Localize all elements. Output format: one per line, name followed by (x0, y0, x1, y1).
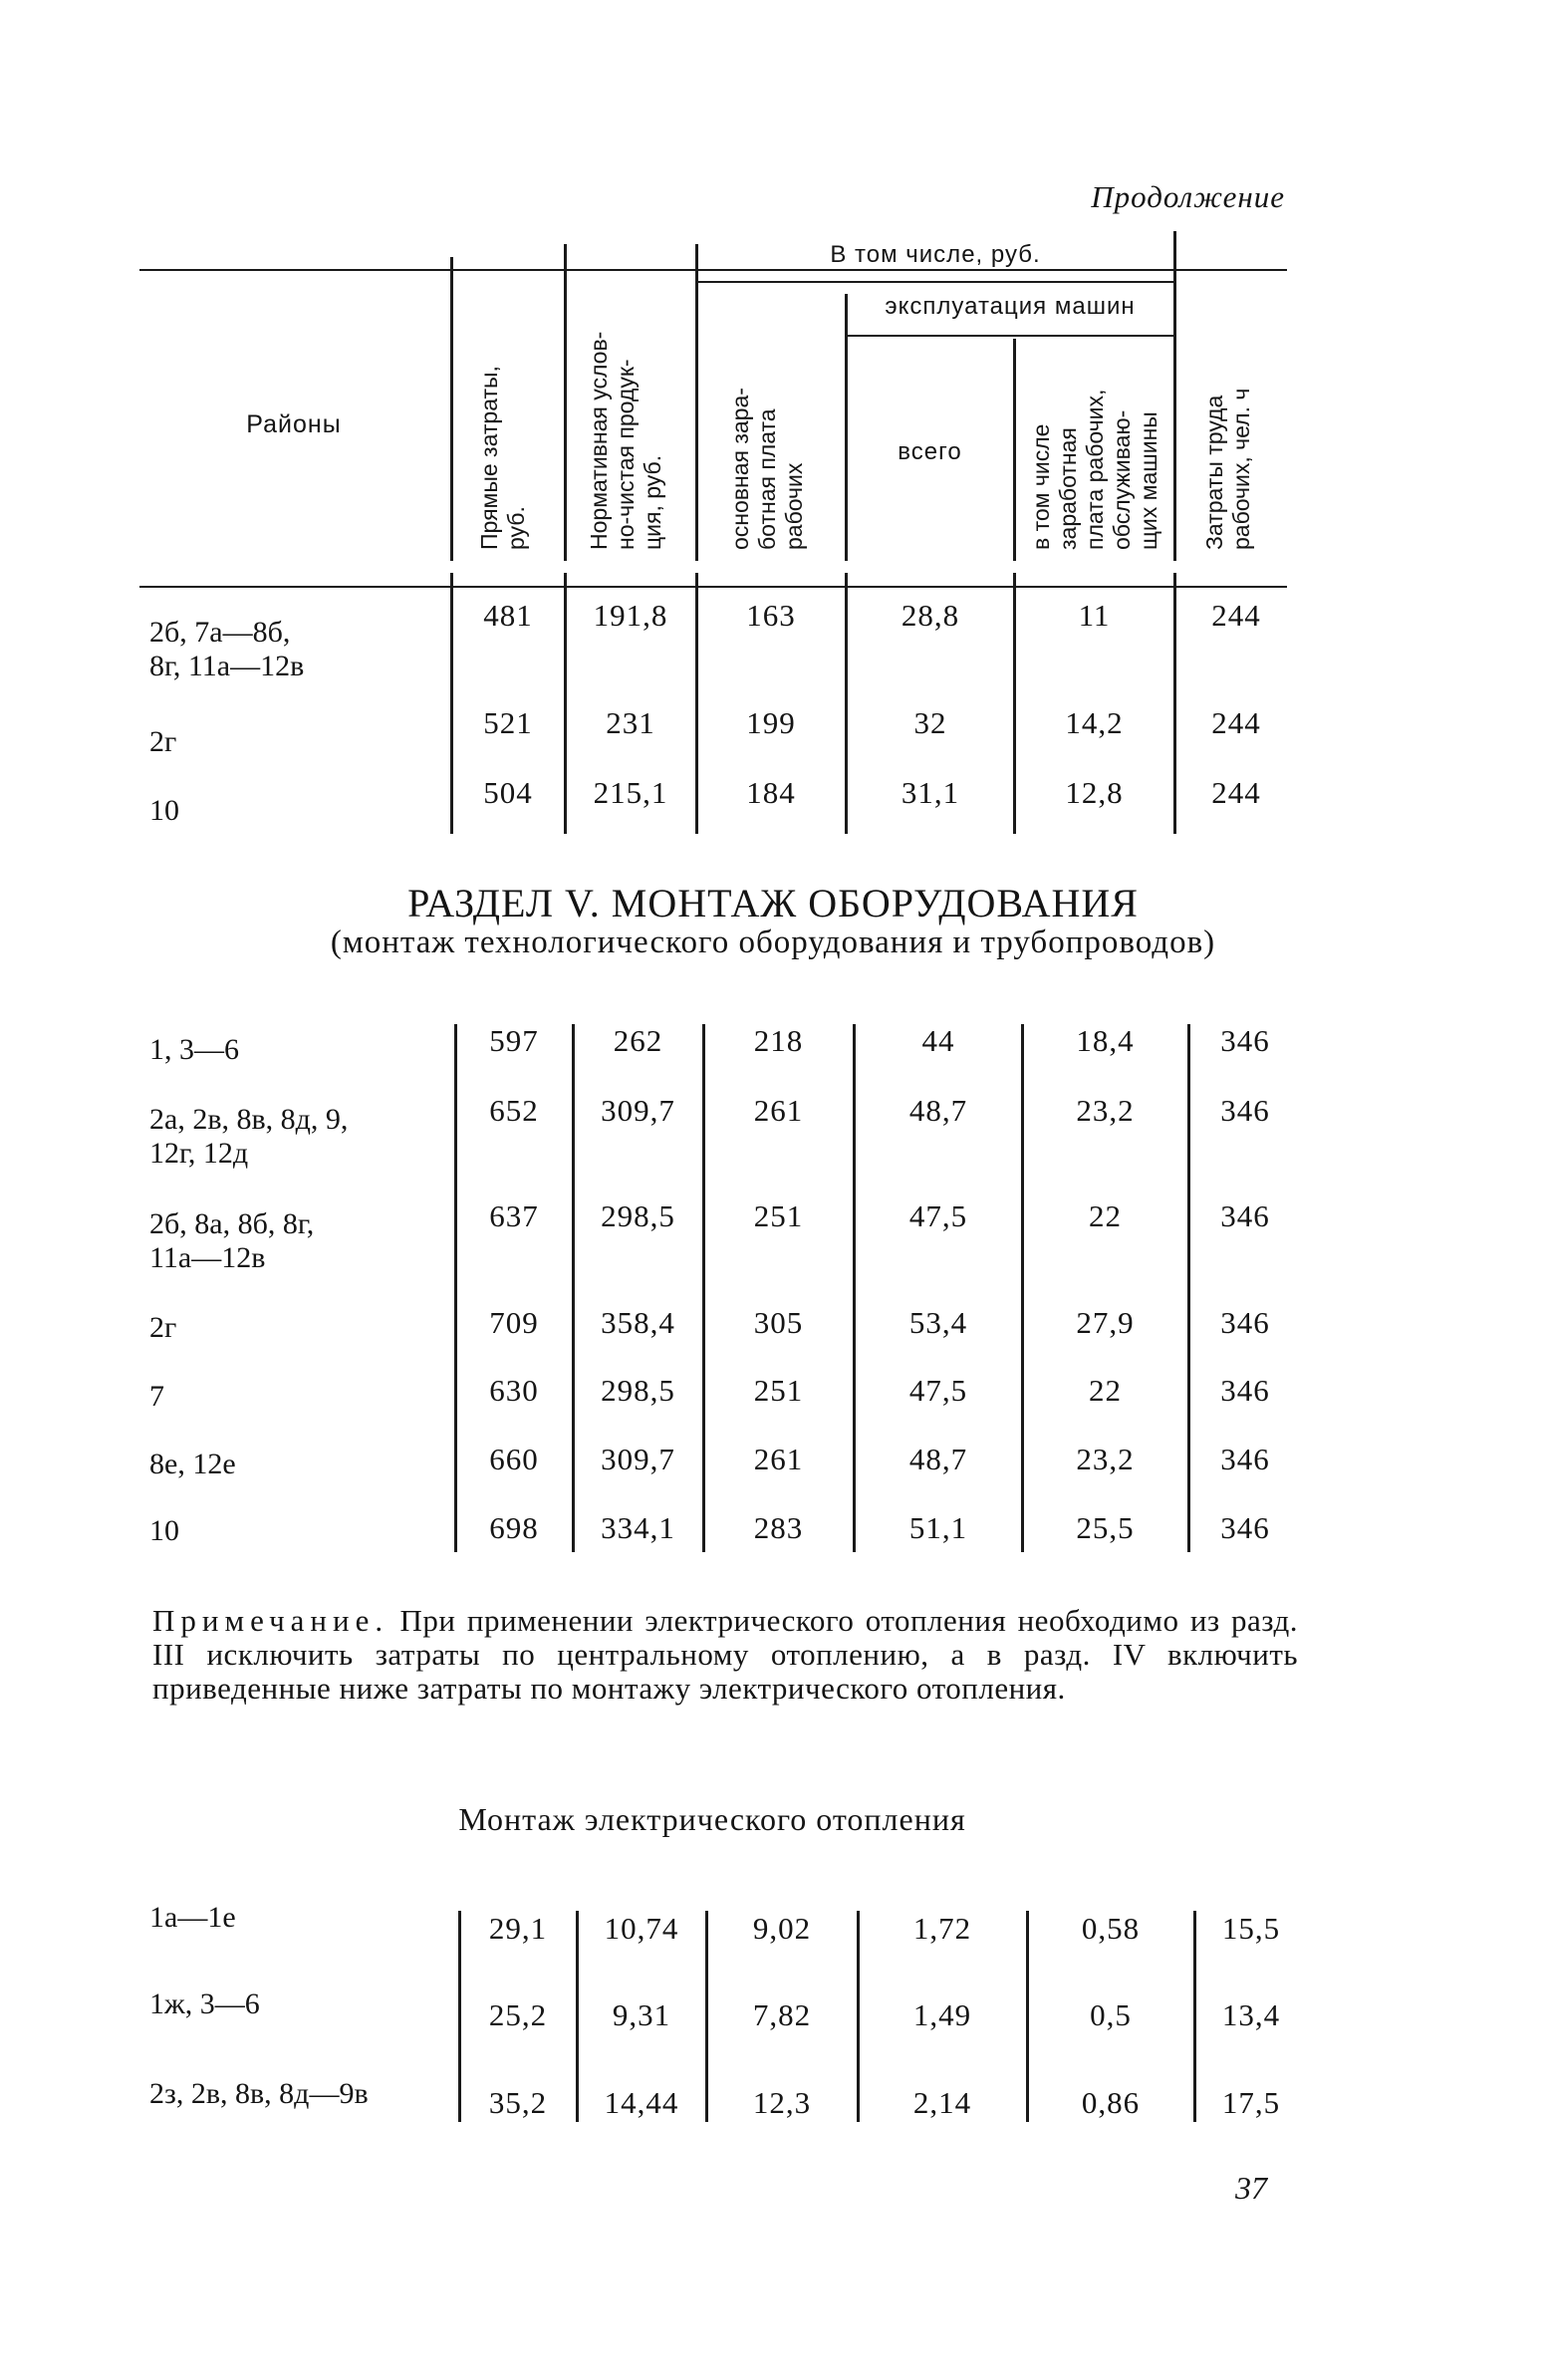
direct-costs-cell: 630 (489, 1373, 539, 1408)
section-title: РАЗДЕЛ V. МОНТАЖ ОБОРУДОВАНИЯ (407, 881, 1139, 926)
base-wage-cell: 261 (753, 1442, 804, 1476)
region-cell: 2г (149, 725, 177, 758)
machines-total-cell: 31,1 (901, 775, 960, 810)
normative-cell: 9,31 (612, 1997, 671, 2032)
machine-wage-cell: 18,4 (1076, 1023, 1135, 1058)
base-wage-cell: 12,3 (752, 2085, 812, 2120)
base-wage-cell: 251 (753, 1373, 804, 1408)
header-normative: Нормативная услов- но-чистая продук- ция, руб. (586, 331, 665, 550)
normative-cell: 309,7 (601, 1093, 675, 1128)
direct-costs-cell: 521 (483, 705, 533, 740)
header-divider (1013, 339, 1016, 561)
labor-cell: 346 (1220, 1198, 1270, 1233)
header-bottom-rule (139, 586, 1287, 588)
labor-cell: 346 (1220, 1093, 1270, 1128)
labor-cell: 13,4 (1221, 1997, 1281, 2032)
direct-costs-cell: 709 (489, 1305, 539, 1340)
header-divider (695, 244, 698, 561)
machines-total-cell: 51,1 (908, 1510, 968, 1545)
header-districts: Районы (246, 410, 342, 438)
machine-wage-cell: 23,2 (1076, 1442, 1135, 1476)
header-including: В том числе, руб. (830, 241, 1041, 268)
region-cell: 2а, 2в, 8в, 8д, 9, 12г, 12д (149, 1103, 349, 1170)
normative-cell: 298,5 (601, 1373, 675, 1408)
labor-cell: 244 (1211, 705, 1261, 740)
direct-costs-cell: 637 (489, 1198, 539, 1233)
base-wage-cell: 305 (753, 1305, 804, 1340)
labor-cell: 15,5 (1221, 1911, 1281, 1946)
normative-cell: 14,44 (604, 2085, 679, 2120)
direct-costs-cell: 35,2 (488, 2085, 548, 2120)
direct-costs-cell: 597 (489, 1023, 539, 1058)
section-subtitle: (монтаж технологического оборудования и трубопроводов) (330, 925, 1216, 960)
direct-costs-cell: 698 (489, 1510, 539, 1545)
machine-wage-cell: 0,58 (1081, 1911, 1141, 1946)
region-cell: 2б, 8а, 8б, 8г, 11а—12в (149, 1207, 315, 1274)
header-machine-operation: эксплуатация машин (885, 293, 1136, 320)
page-number: 37 (1235, 2170, 1267, 2206)
machine-wage-cell: 0,86 (1081, 2085, 1141, 2120)
base-wage-cell: 9,02 (752, 1911, 812, 1946)
normative-cell: 231 (606, 705, 655, 740)
direct-costs-cell: 660 (489, 1442, 539, 1476)
region-cell: 1, 3—6 (149, 1033, 239, 1066)
machines-total-cell: 44 (921, 1023, 955, 1058)
including-rule (697, 281, 1175, 283)
region-cell: 2з, 2в, 8в, 8д—9в (149, 2077, 369, 2110)
region-cell: 10 (149, 794, 179, 827)
machines-total-cell: 53,4 (908, 1305, 968, 1340)
labor-cell: 17,5 (1221, 2085, 1281, 2120)
normative-cell: 358,4 (601, 1305, 675, 1340)
direct-costs-cell: 481 (483, 598, 533, 633)
machines-total-cell: 47,5 (908, 1373, 968, 1408)
region-cell: 2г (149, 1311, 177, 1344)
machine-wage-cell: 22 (1089, 1198, 1122, 1233)
base-wage-cell: 199 (746, 705, 796, 740)
note-text: При применении электрического отопления необходимо из разд. III исключить затраты по центральному отоплению, а в разд. IV включить приведенные ниже затраты по монтажу электрического отопления. (152, 1603, 1298, 1706)
labor-cell: 346 (1220, 1510, 1270, 1545)
direct-costs-cell: 29,1 (488, 1911, 548, 1946)
machine-wage-cell: 27,9 (1076, 1305, 1135, 1340)
normative-cell: 309,7 (601, 1442, 675, 1476)
direct-costs-cell: 652 (489, 1093, 539, 1128)
machines-rule (847, 335, 1175, 337)
machine-wage-cell: 22 (1089, 1373, 1122, 1408)
normative-cell: 191,8 (593, 598, 668, 633)
machine-wage-cell: 25,5 (1076, 1510, 1135, 1545)
direct-costs-cell: 504 (483, 775, 533, 810)
region-cell: 10 (149, 1514, 179, 1547)
machines-total-cell: 32 (913, 705, 947, 740)
region-cell: 2б, 7а—8б, 8г, 11а—12в (149, 616, 305, 682)
labor-cell: 346 (1220, 1023, 1270, 1058)
labor-cell: 244 (1211, 598, 1261, 633)
machine-wage-cell: 11 (1078, 598, 1111, 633)
header-base-wage: основная зара- ботная плата рабочих (727, 388, 807, 550)
normative-cell: 215,1 (593, 775, 668, 810)
machines-total-cell: 48,7 (908, 1442, 968, 1476)
base-wage-cell: 261 (753, 1093, 804, 1128)
direct-costs-cell: 25,2 (488, 1997, 548, 2032)
base-wage-cell: 7,82 (752, 1997, 812, 2032)
machines-total-cell: 47,5 (908, 1198, 968, 1233)
labor-cell: 346 (1220, 1442, 1270, 1476)
region-cell: 1а—1е (149, 1901, 236, 1934)
machine-wage-cell: 23,2 (1076, 1093, 1135, 1128)
labor-cell: 244 (1211, 775, 1261, 810)
continuation-label: Продолжение (1091, 179, 1285, 214)
header-labor: Затраты труда рабочих, чел. ч (1201, 388, 1254, 550)
header-divider (564, 244, 567, 561)
note-label: Примечание. (152, 1603, 389, 1638)
base-wage-cell: 218 (753, 1023, 804, 1058)
header-top-rule (139, 269, 1287, 271)
region-cell: 1ж, 3—6 (149, 1987, 260, 2020)
base-wage-cell: 251 (753, 1198, 804, 1233)
header-divider (1173, 231, 1176, 561)
base-wage-cell: 163 (746, 598, 796, 633)
machines-total-cell: 48,7 (908, 1093, 968, 1128)
header-divider (450, 257, 453, 561)
base-wage-cell: 184 (746, 775, 796, 810)
labor-cell: 346 (1220, 1305, 1270, 1340)
region-cell: 7 (149, 1380, 164, 1413)
machine-wage-cell: 0,5 (1090, 1997, 1132, 2032)
machines-total-cell: 2,14 (912, 2085, 972, 2120)
region-cell: 8е, 12е (149, 1448, 236, 1480)
header-direct-costs: Прямые затраты, руб. (476, 366, 529, 550)
machines-total-cell: 28,8 (901, 598, 960, 633)
header-divider (845, 294, 848, 561)
machine-wage-cell: 14,2 (1065, 705, 1124, 740)
header-total: всего (898, 438, 962, 465)
header-machine-wage: в том числе заработная плата рабочих, обслуживаю- щих машины (1028, 389, 1161, 550)
normative-cell: 10,74 (604, 1911, 679, 1946)
electric-title: Монтаж электрического отопления (458, 1801, 966, 1837)
labor-cell: 346 (1220, 1373, 1270, 1408)
normative-cell: 334,1 (601, 1510, 675, 1545)
normative-cell: 298,5 (601, 1198, 675, 1233)
note-paragraph (152, 1604, 1298, 1706)
machines-total-cell: 1,49 (912, 1997, 972, 2032)
base-wage-cell: 283 (753, 1510, 804, 1545)
normative-cell: 262 (613, 1023, 663, 1058)
machines-total-cell: 1,72 (912, 1911, 972, 1946)
machine-wage-cell: 12,8 (1065, 775, 1124, 810)
